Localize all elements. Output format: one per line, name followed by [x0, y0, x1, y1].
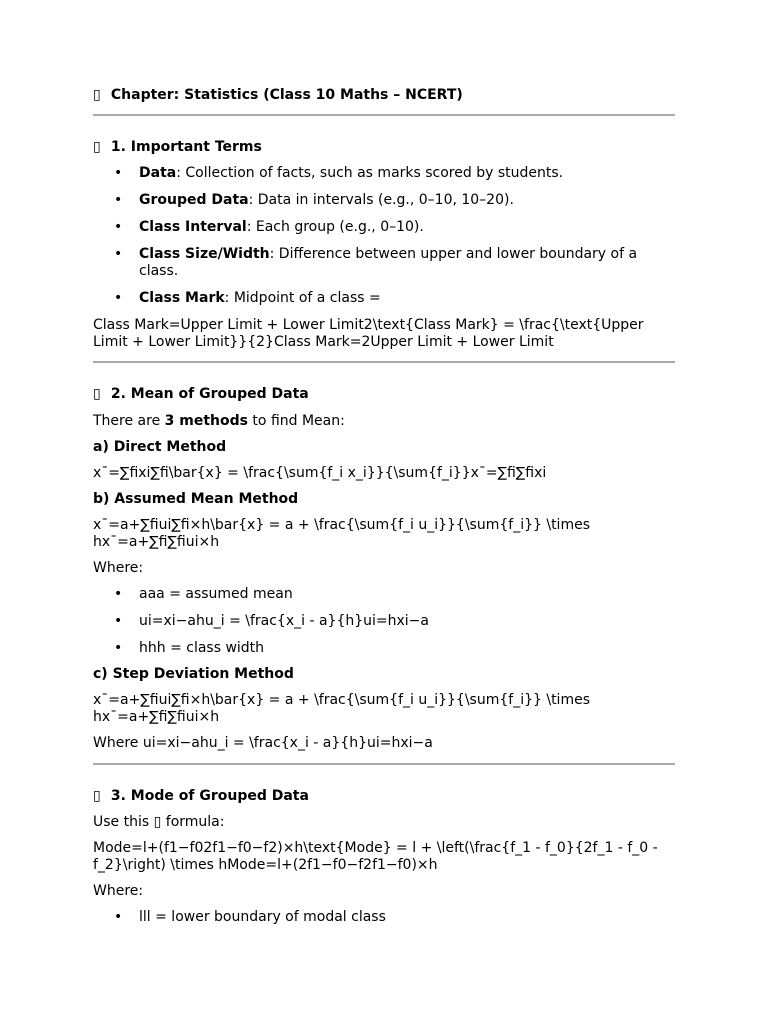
- divider: [93, 114, 675, 116]
- where-list: [93, 586, 675, 657]
- list-item: • hhh = class width: [93, 640, 675, 657]
- term-desc: : Midpoint of a class =: [224, 290, 381, 306]
- list-item: [93, 246, 675, 280]
- chapter-title-text: Chapter: Statistics (Class 10 Maths – NCERT): [110, 87, 463, 103]
- term-desc: : Each group (e.g., 0–10).: [246, 219, 424, 235]
- book-icon: ▯: [93, 87, 101, 103]
- text: There are: [93, 413, 165, 429]
- formula-direct: x¯=∑fixi∑fi\bar{x} = \frac{\sum{f_i x_i}}{\sum{f_i}}x¯=∑fi∑fixi: [93, 465, 547, 481]
- list-item: [93, 165, 675, 182]
- mode-intro: [93, 814, 675, 831]
- divider: [93, 763, 675, 765]
- term-desc: : Difference between upper and lower boundary of a class.: [139, 246, 638, 279]
- section-heading-text: 3. Mode of Grouped Data: [110, 788, 309, 804]
- method-step-heading: c) Step Deviation Method: [93, 666, 294, 682]
- section-heading-mean: [93, 385, 675, 404]
- section-heading-mode: [93, 787, 675, 806]
- term-desc: : Collection of facts, such as marks scored by students.: [176, 165, 564, 181]
- document-content: [93, 86, 675, 926]
- chapter-title: [93, 86, 675, 105]
- list-item: • ui=xi−ahu_i = \frac{x_i - a}{h}ui=hxi−a: [93, 613, 675, 630]
- where-step: Where ui=xi−ahu_i = \frac{x_i - a}{h}ui=hxi−a: [93, 735, 433, 751]
- pin-icon: ▯: [93, 788, 101, 804]
- where-list: [93, 909, 675, 926]
- class-mark-formula: Class Mark=Upper Limit + Lower Limit2\text{Class Mark} = \frac{\text{Upper Limit + Lower Limit}}{2}Class Mark=2Upper Limit + Lower Limit: [93, 317, 644, 350]
- section-heading-text: 1. Important Terms: [110, 139, 262, 155]
- text: formula:: [161, 814, 225, 830]
- list-item: • aaa = assumed mean: [93, 586, 675, 603]
- terms-list: [93, 165, 675, 307]
- where-label: Where:: [93, 560, 144, 576]
- where-label: Where:: [93, 883, 144, 899]
- mean-intro: [93, 413, 675, 430]
- list-item: [93, 219, 675, 236]
- pin-icon: ▯: [93, 139, 101, 155]
- text: to find Mean:: [247, 413, 345, 429]
- term: Class Mark: [139, 290, 225, 306]
- method-assumed-heading: b) Assumed Mean Method: [93, 491, 299, 507]
- term: Class Interval: [139, 219, 247, 235]
- formula-assumed: x¯=a+∑fiui∑fi×h\bar{x} = a + \frac{\sum{f_i u_i}}{\sum{f_i}} \times hx¯=a+∑fi∑fiui×h: [93, 517, 590, 550]
- formula-mode: Mode=l+(f1−f02f1−f0−f2)×h\text{Mode} = l + \left(\frac{f_1 - f_0}{2f_1 - f_0 - f_2}\right) \times hMode=l+(2f1−f0−f2f1−f0)×h: [93, 840, 658, 873]
- section-heading-terms: [93, 138, 675, 157]
- pin-icon: ▯: [93, 386, 101, 402]
- text: Use this: [93, 814, 154, 830]
- term: Class Size/Width: [139, 246, 270, 262]
- term: Data: [139, 165, 177, 181]
- section-heading-text: 2. Mean of Grouped Data: [110, 386, 309, 402]
- divider: [93, 361, 675, 363]
- term: Grouped Data: [139, 192, 249, 208]
- list-item: [93, 192, 675, 209]
- list-item: [93, 290, 675, 307]
- list-item: • lll = lower boundary of modal class: [93, 909, 675, 926]
- term-desc: : Data in intervals (e.g., 0–10, 10–20).: [248, 192, 514, 208]
- formula-step: x¯=a+∑fiui∑fi×h\bar{x} = a + \frac{\sum{f_i u_i}}{\sum{f_i}} \times hx¯=a+∑fi∑fiui×h: [93, 692, 590, 725]
- emphasis: 3 methods: [164, 413, 248, 429]
- formula-icon: ▯: [153, 814, 162, 830]
- method-direct-heading: a) Direct Method: [93, 439, 227, 455]
